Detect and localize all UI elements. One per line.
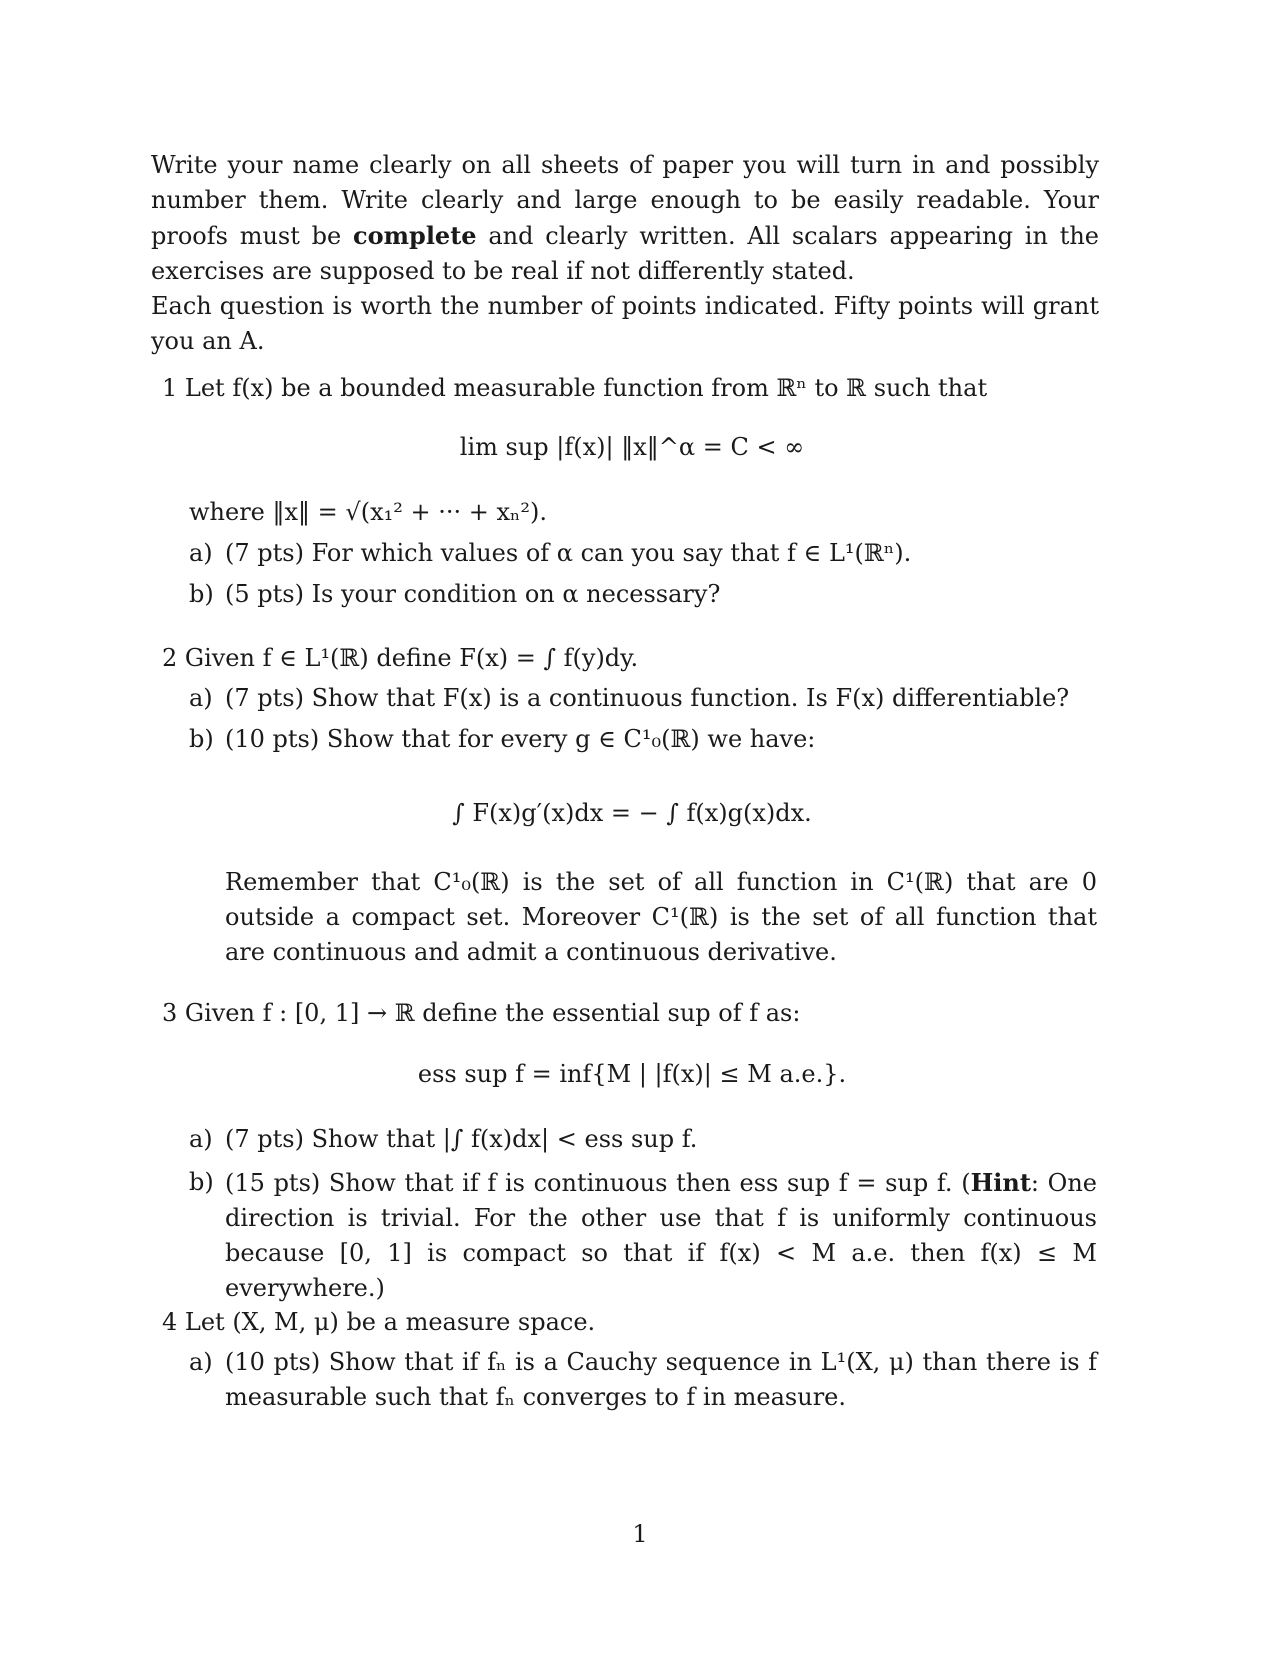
question-4-head: 4 Let (X, M, μ) be a measure space. bbox=[162, 1308, 596, 1336]
question-4a bbox=[189, 1345, 1102, 1415]
question-3 bbox=[162, 996, 1102, 1306]
question-1a-text: (7 pts) For which values of α can you say that f ∈ L¹(ℝⁿ). bbox=[225, 539, 912, 567]
question-1a bbox=[189, 536, 1102, 571]
question-1 bbox=[162, 371, 1102, 612]
question-3b-text: (15 pts) Show that if f is continuous then ess sup f = sup f. ( bbox=[225, 1169, 971, 1197]
question-2b-label: b) bbox=[189, 725, 214, 753]
question-2a bbox=[189, 681, 1102, 716]
question-2a-label: a) bbox=[189, 684, 213, 712]
question-2a-text: (7 pts) Show that F(x) is a continuous function. Is F(x) differentiable? bbox=[225, 684, 1070, 712]
instructions bbox=[151, 148, 1099, 359]
question-2-head: 2 Given f ∈ L¹(ℝ) define F(x) = ∫ f(y)dy. bbox=[162, 644, 639, 672]
question-4a-text: (10 pts) Show that if fₙ is a Cauchy sequence in L¹(X, μ) than there is f measurable such that fₙ converges to f in measure. bbox=[225, 1348, 1097, 1411]
question-1b-label: b) bbox=[189, 580, 214, 608]
question-4a-label: a) bbox=[189, 1348, 213, 1376]
question-3-display: ess sup f = inf{M | |f(x)| ≤ M a.e.}. bbox=[417, 1060, 847, 1088]
question-2-note: Remember that C¹₀(ℝ) is the set of all function in C¹(ℝ) that are 0 outside a compact set. Moreover C¹(ℝ) is the set of all function that are continuous and admit a continuous derivative. bbox=[225, 868, 1097, 966]
question-3b-body bbox=[225, 1165, 1097, 1306]
question-2b-text: (10 pts) Show that for every g ∈ C¹₀(ℝ) we have: bbox=[225, 725, 816, 753]
question-1a-label: a) bbox=[189, 539, 213, 567]
question-1b-text: (5 pts) Is your condition on α necessary? bbox=[225, 580, 721, 608]
question-1-display: lim sup |f(x)| ‖x‖^α = C < ∞ bbox=[459, 433, 805, 461]
question-3b-label: b) bbox=[189, 1168, 214, 1196]
question-1-head: 1 Let f(x) be a bounded measurable function from ℝⁿ to ℝ such that bbox=[162, 374, 988, 402]
instructions-text-tail: and clearly written. All scalars appearing in the exercises are supposed to be real if not differently stated. bbox=[151, 222, 1099, 285]
question-3b-hint: Hint bbox=[970, 1168, 1031, 1197]
question-2 bbox=[162, 641, 1102, 970]
instructions-bold: complete bbox=[353, 221, 477, 250]
question-3-head: 3 Given f : [0, 1] → ℝ define the essential sup of f as: bbox=[162, 999, 801, 1027]
question-3a-text: (7 pts) Show that |∫ f(x)dx| < ess sup f. bbox=[225, 1125, 698, 1153]
question-2-display: ∫ F(x)g′(x)dx = − ∫ f(x)g(x)dx. bbox=[452, 799, 812, 827]
question-3a bbox=[189, 1122, 1102, 1157]
question-1b bbox=[189, 577, 1102, 612]
instructions-paragraph-2: Each question is worth the number of points indicated. Fifty points will grant you an A. bbox=[151, 292, 1099, 355]
question-4 bbox=[162, 1305, 1102, 1415]
question-3b-text-2: : One direction is trivial. For the other use that f is uniformly continuous because [0, 1] is compact so that if f(x) < M a.e. then f(x) ≤ M everywhere.) bbox=[225, 1169, 1097, 1302]
question-2b bbox=[189, 722, 1102, 757]
question-3b bbox=[189, 1165, 1102, 1306]
question-3a-label: a) bbox=[189, 1125, 213, 1153]
instructions-text: Write your name clearly on all sheets of paper you will turn in and possibly number them. Write clearly and large enough to be easily readable. Your proofs must be bbox=[151, 151, 1099, 250]
page-number: 1 bbox=[632, 1520, 648, 1548]
question-1-where: where ‖x‖ = √(x₁² + ··· + xₙ²). bbox=[189, 498, 547, 526]
instructions-paragraph-1 bbox=[151, 148, 1099, 289]
